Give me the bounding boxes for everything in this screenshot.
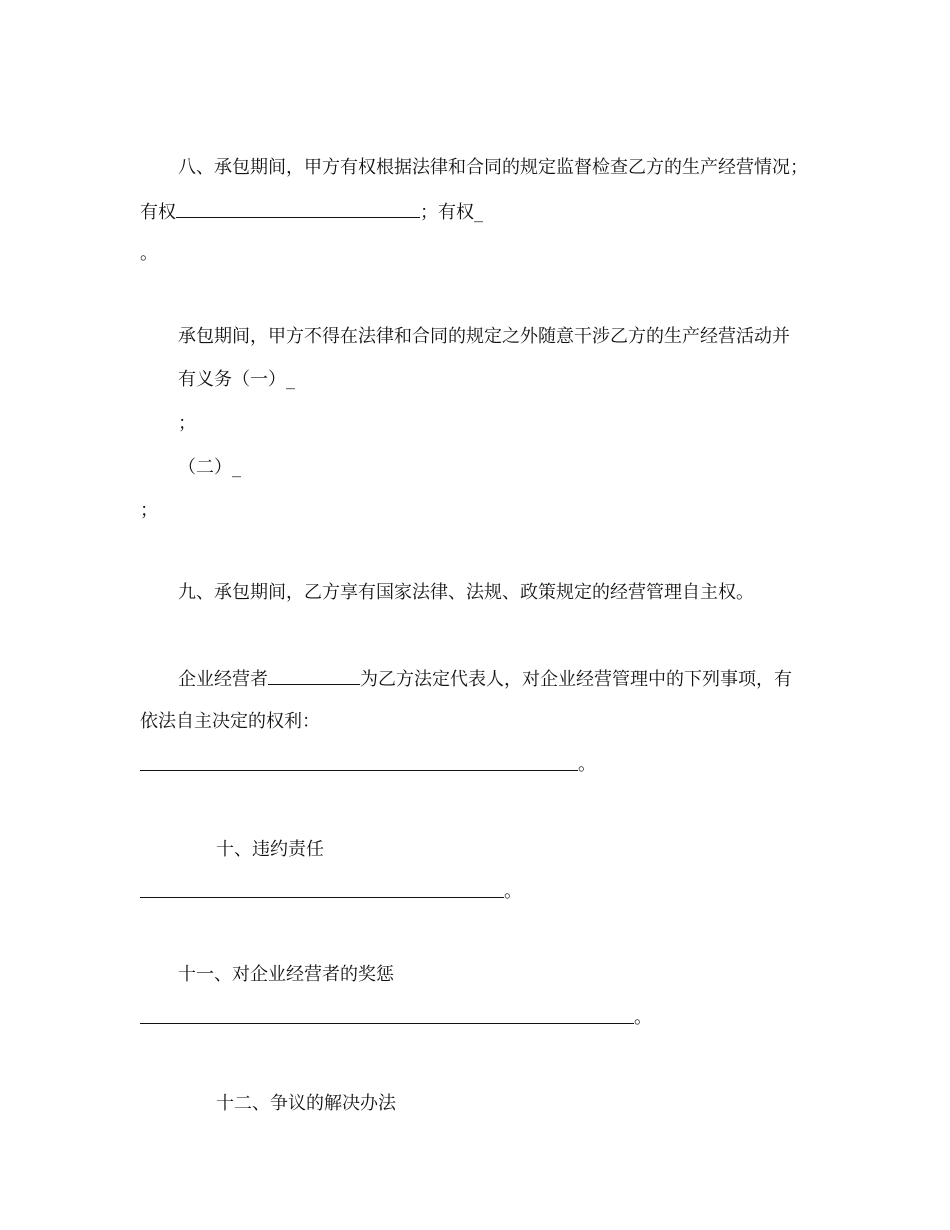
clause11-title: 十一、对企业经营者的奖惩: [178, 964, 394, 985]
clause10-title: 十、违约责任: [216, 839, 324, 860]
clause8-line4: 承包期间，甲方不得在法律和合同的规定之外随意干涉乙方的生产经营活动并: [178, 326, 790, 347]
clause11-fill-line[interactable]: [140, 1023, 634, 1024]
representative-blank[interactable]: [268, 666, 360, 685]
clause8-line2-prefix: 有权: [140, 202, 176, 223]
clause9-line2-suffix: 为乙方法定代表人，对企业经营管理中的下列事项，有: [360, 669, 792, 690]
clause9-line2: [178, 666, 792, 692]
clause9-line1: 九、承包期间，乙方享有国家法律、法规、政策规定的经营管理自主权。: [178, 582, 754, 603]
clause9-end: 。: [578, 754, 596, 775]
clause9-line2-prefix: 企业经营者: [178, 669, 268, 690]
clause10-end: 。: [504, 881, 522, 902]
clause10-fill-line[interactable]: [140, 897, 504, 898]
clause8-line2-suffix: ；有权_: [420, 202, 483, 223]
clause8-line6: ；: [178, 413, 196, 434]
clause8-line5: 有义务（一）_: [178, 369, 295, 390]
clause8-line3: 。: [140, 243, 158, 264]
clause8-line8: ；: [140, 500, 158, 521]
clause9-line3: 依法自主决定的权利：: [140, 711, 320, 732]
clause11-end: 。: [634, 1007, 652, 1028]
clause9-fill-line[interactable]: [140, 770, 578, 771]
fill-blank[interactable]: [176, 199, 420, 218]
clause8-line2: [140, 199, 483, 225]
clause12-title: 十二、争议的解决办法: [216, 1093, 396, 1114]
clause8-line7: （二）_: [178, 457, 241, 478]
clause8-line1: 八、承包期间，甲方有权根据法律和合同的规定监督检查乙方的生产经营情况；: [178, 157, 808, 178]
